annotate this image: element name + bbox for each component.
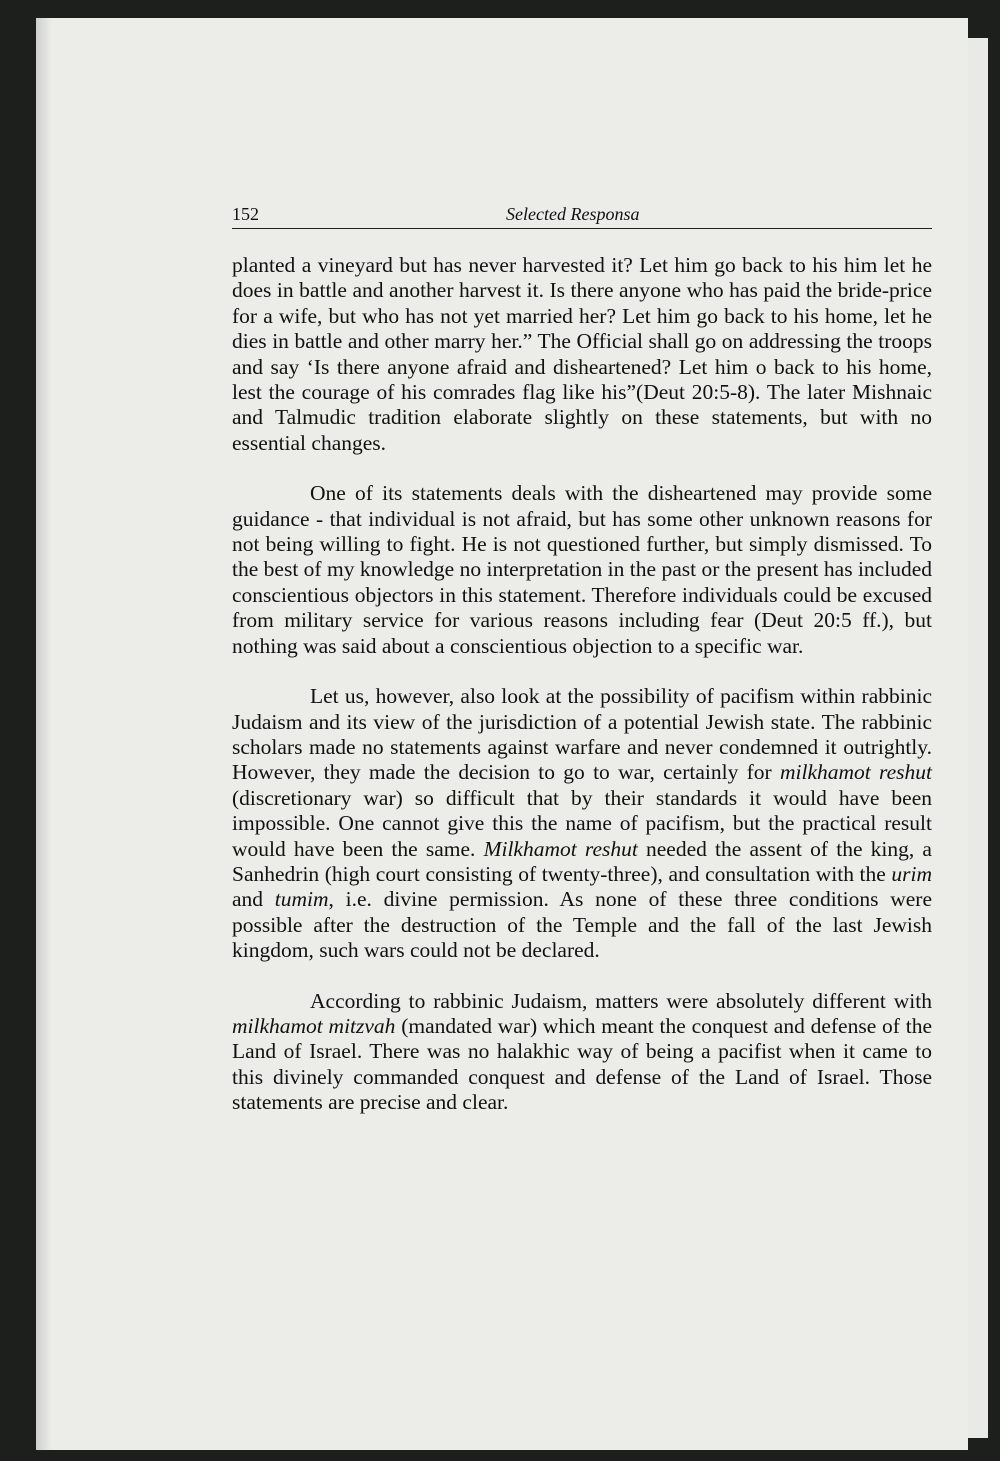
- paragraph: [232, 684, 932, 963]
- text-segment: One of its statements deals with the disheartened may provide some guidance - that individual is not afraid, but has some other unknown reasons for not being willing to fight. He is not questioned further, but simply dismissed. To the best of my knowledge no interpretation in the past or the present has included conscientious objectors in this statement. Therefore individuals could be excused from military service for various reasons including fear (Deut 20:5 ff.), but nothing was said about a conscientious objection to a specific war.: [232, 481, 932, 658]
- text-segment: (mandated war) which meant the conquest and defense of the Land of Israel. There was no halakhic way of being a pacifist when it came to this divinely commanded conquest and defense of the Land of Israel. Those statements are precise and clear.: [232, 1013, 932, 1115]
- page-number: 152: [232, 204, 259, 224]
- paragraph: [232, 253, 932, 456]
- text-segment: (discretionary war) so difficult that by their standards it would have been impossible. One cannot give this the name of pacifism, but the practical result would have been the same.: [232, 785, 932, 861]
- text-segment: planted a vineyard but has never harvested it? Let him go back to his him let he does in battle and another harvest it. Is there anyone who has paid the bride-price for a wife, but who has not yet married her? Let him go back to his home, let he dies in battle and other marry her.” The Official shall go on addressing the troops and say ‘Is there anyone afraid and disheartened? Let him o back to his home, lest the courage of his comrades flag like his”(Deut 20:5-8). The later Mishnaic and Talmudic tradition elaborate slightly on these statements, but with no essential changes.: [232, 253, 932, 455]
- italic-term: urim: [891, 861, 932, 886]
- text-segment: Let us, however, also look at the possibility of pacifism within rabbinic Judaism and its view of the jurisdiction of a potential Jewish state. The rabbinic scholars made no statements against warfare and never condemned it outrightly. However, they made the decision to go to war, certainly for: [232, 684, 932, 785]
- italic-term: milkhamot reshut: [779, 760, 932, 785]
- italic-term: Milkhamot reshut: [483, 836, 638, 861]
- running-title: Selected Responsa: [506, 204, 640, 224]
- page-header: [232, 204, 932, 229]
- text-segment: and: [232, 887, 275, 912]
- body-text: [232, 253, 932, 1116]
- text-segment: needed the assent of the king, a Sanhedrin (high court consisting of twenty-three), and consultation with the: [232, 836, 932, 886]
- page-gutter-shadow: [36, 18, 52, 1450]
- italic-term: milkhamot mitzvah: [232, 1013, 396, 1038]
- paragraph: [232, 481, 932, 659]
- paragraph: [232, 989, 932, 1116]
- text-segment: , i.e. divine permission. As none of these three conditions were possible after the destruction of the Temple and the fall of the last Jewish kingdom, such wars could not be declared.: [232, 887, 932, 963]
- text-segment: According to rabbinic Judaism, matters were absolutely different with: [310, 988, 932, 1013]
- italic-term: tumim: [274, 887, 329, 912]
